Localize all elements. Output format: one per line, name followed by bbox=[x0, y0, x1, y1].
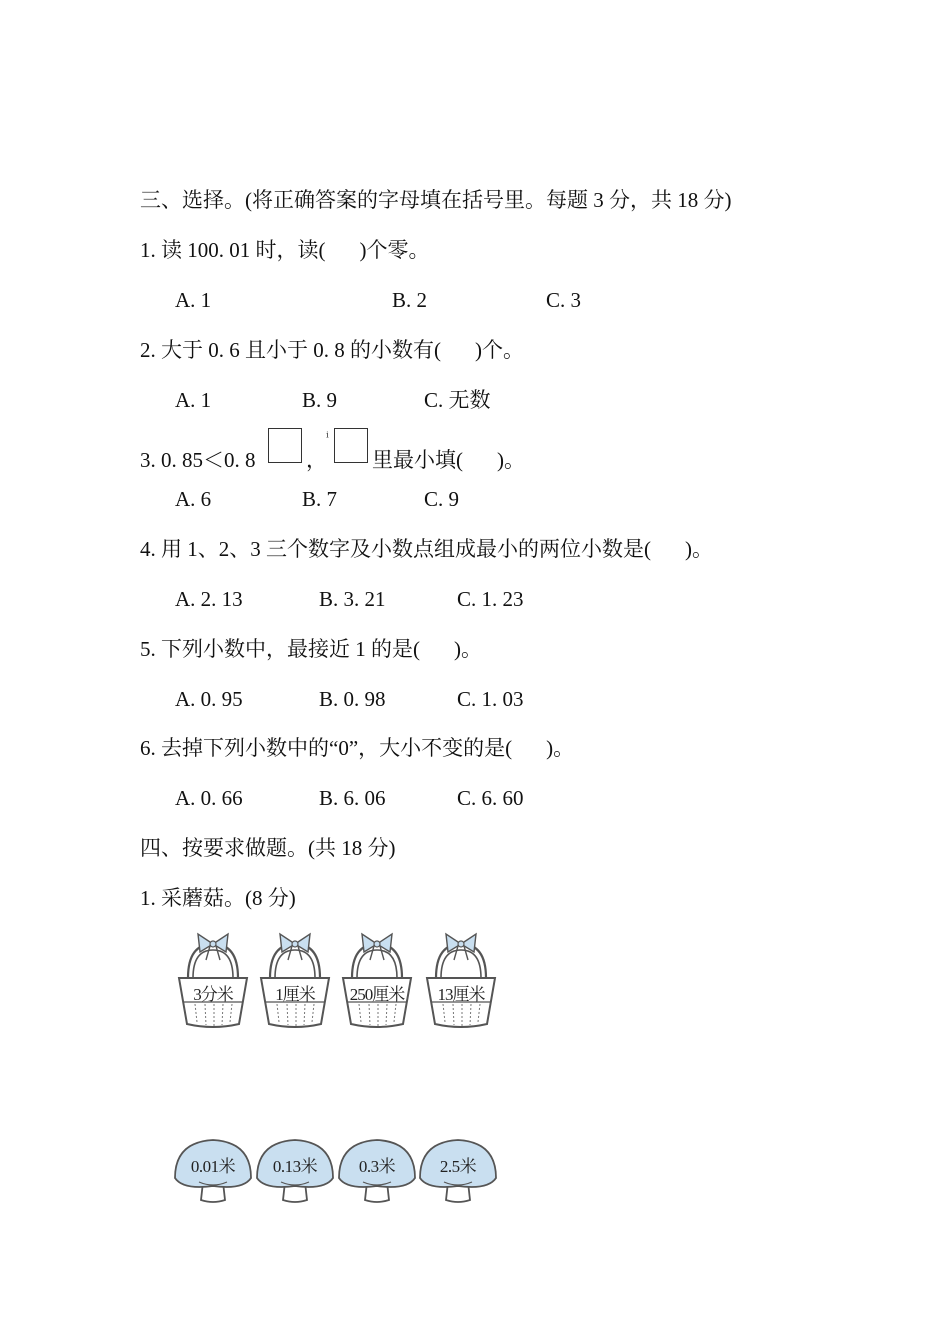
mushroom[interactable] bbox=[173, 1136, 253, 1204]
question-4-stem-end: )。 bbox=[685, 537, 713, 561]
question-1-stem-start: 1. 读 100. 01 时，读( bbox=[140, 238, 326, 262]
question-5-stem-start: 5. 下列小数中，最接近 1 的是( bbox=[140, 637, 420, 661]
basket[interactable] bbox=[258, 930, 332, 1030]
question-5-option-a: A. 0. 95 bbox=[175, 687, 243, 711]
question-2-option-b: B. 9 bbox=[302, 388, 338, 412]
question-3-option-c: C. 9 bbox=[424, 487, 460, 511]
question-4-option-a: A. 2. 13 bbox=[175, 587, 243, 611]
question-1-option-b: B. 2 bbox=[392, 288, 428, 312]
question-1-option-c: C. 3 bbox=[546, 288, 582, 312]
basket[interactable] bbox=[176, 930, 250, 1030]
mushroom-label: 0.13米 bbox=[272, 1157, 318, 1176]
question-1-option-a: A. 1 bbox=[175, 288, 212, 312]
question-4-option-b: B. 3. 21 bbox=[319, 587, 386, 611]
section-4-question-1: 1. 采蘑菇。(8 分) bbox=[140, 886, 296, 910]
question-4-option-c: C. 1. 23 bbox=[457, 587, 524, 611]
question-6-option-c: C. 6. 60 bbox=[457, 786, 524, 810]
question-3-comma: ， bbox=[306, 448, 327, 472]
question-2-stem-start: 2. 大于 0. 6 且小于 0. 8 的小数有( bbox=[140, 338, 441, 362]
question-6 bbox=[140, 734, 574, 762]
mushroom[interactable] bbox=[418, 1136, 498, 1204]
mushroom-label: 2.5米 bbox=[439, 1157, 477, 1176]
question-5-stem-end: )。 bbox=[454, 637, 482, 661]
basket[interactable] bbox=[424, 930, 498, 1030]
question-4 bbox=[140, 535, 713, 563]
question-6-option-a: A. 0. 66 bbox=[175, 786, 243, 810]
mushroom-label: 0.3米 bbox=[358, 1157, 396, 1176]
question-3-stem-post: 里最小填( bbox=[372, 448, 463, 472]
mushroom[interactable] bbox=[255, 1136, 335, 1204]
question-2-option-a: A. 1 bbox=[175, 388, 212, 412]
question-6-option-b: B. 6. 06 bbox=[319, 786, 386, 810]
question-3-option-b: B. 7 bbox=[302, 487, 338, 511]
basket-label: 13厘米 bbox=[437, 985, 485, 1004]
question-5-option-b: B. 0. 98 bbox=[319, 687, 386, 711]
question-1 bbox=[140, 236, 430, 264]
box-tick-mark: ⁱ bbox=[326, 431, 329, 446]
question-1-stem-end: )个零。 bbox=[359, 238, 430, 262]
question-2 bbox=[140, 336, 524, 364]
section-4-heading: 四、按要求做题。(共 18 分) bbox=[140, 836, 396, 860]
question-3-option-a: A. 6 bbox=[175, 487, 212, 511]
question-6-stem-end: )。 bbox=[546, 736, 575, 760]
basket-label: 250厘米 bbox=[349, 985, 405, 1004]
basket-label: 1厘米 bbox=[275, 985, 315, 1004]
question-2-option-c: C. 无数 bbox=[424, 388, 491, 412]
basket-label: 3分米 bbox=[193, 985, 233, 1004]
question-3-stem-end: )。 bbox=[497, 448, 525, 472]
question-5-option-c: C. 1. 03 bbox=[457, 687, 524, 711]
basket[interactable] bbox=[340, 930, 414, 1030]
question-4-stem-start: 4. 用 1、2、3 三个数字及小数点组成最小的两位小数是( bbox=[140, 537, 651, 561]
fill-in-box[interactable] bbox=[268, 428, 302, 463]
mushroom[interactable] bbox=[337, 1136, 417, 1204]
question-6-stem-start: 6. 去掉下列小数中的“0”，大小不变的是( bbox=[140, 736, 513, 760]
question-2-stem-end: )个。 bbox=[475, 338, 524, 362]
question-3-stem-start: 3. 0. 85＜0. 8 bbox=[140, 448, 256, 472]
mushroom-label: 0.01米 bbox=[190, 1157, 236, 1176]
question-5 bbox=[140, 635, 482, 663]
question-3-stem-middle bbox=[372, 446, 525, 474]
fill-in-box-reference bbox=[334, 428, 368, 463]
section-3-heading: 三、选择。(将正确答案的字母填在括号里。每题 3 分，共 18 分) bbox=[140, 188, 732, 212]
